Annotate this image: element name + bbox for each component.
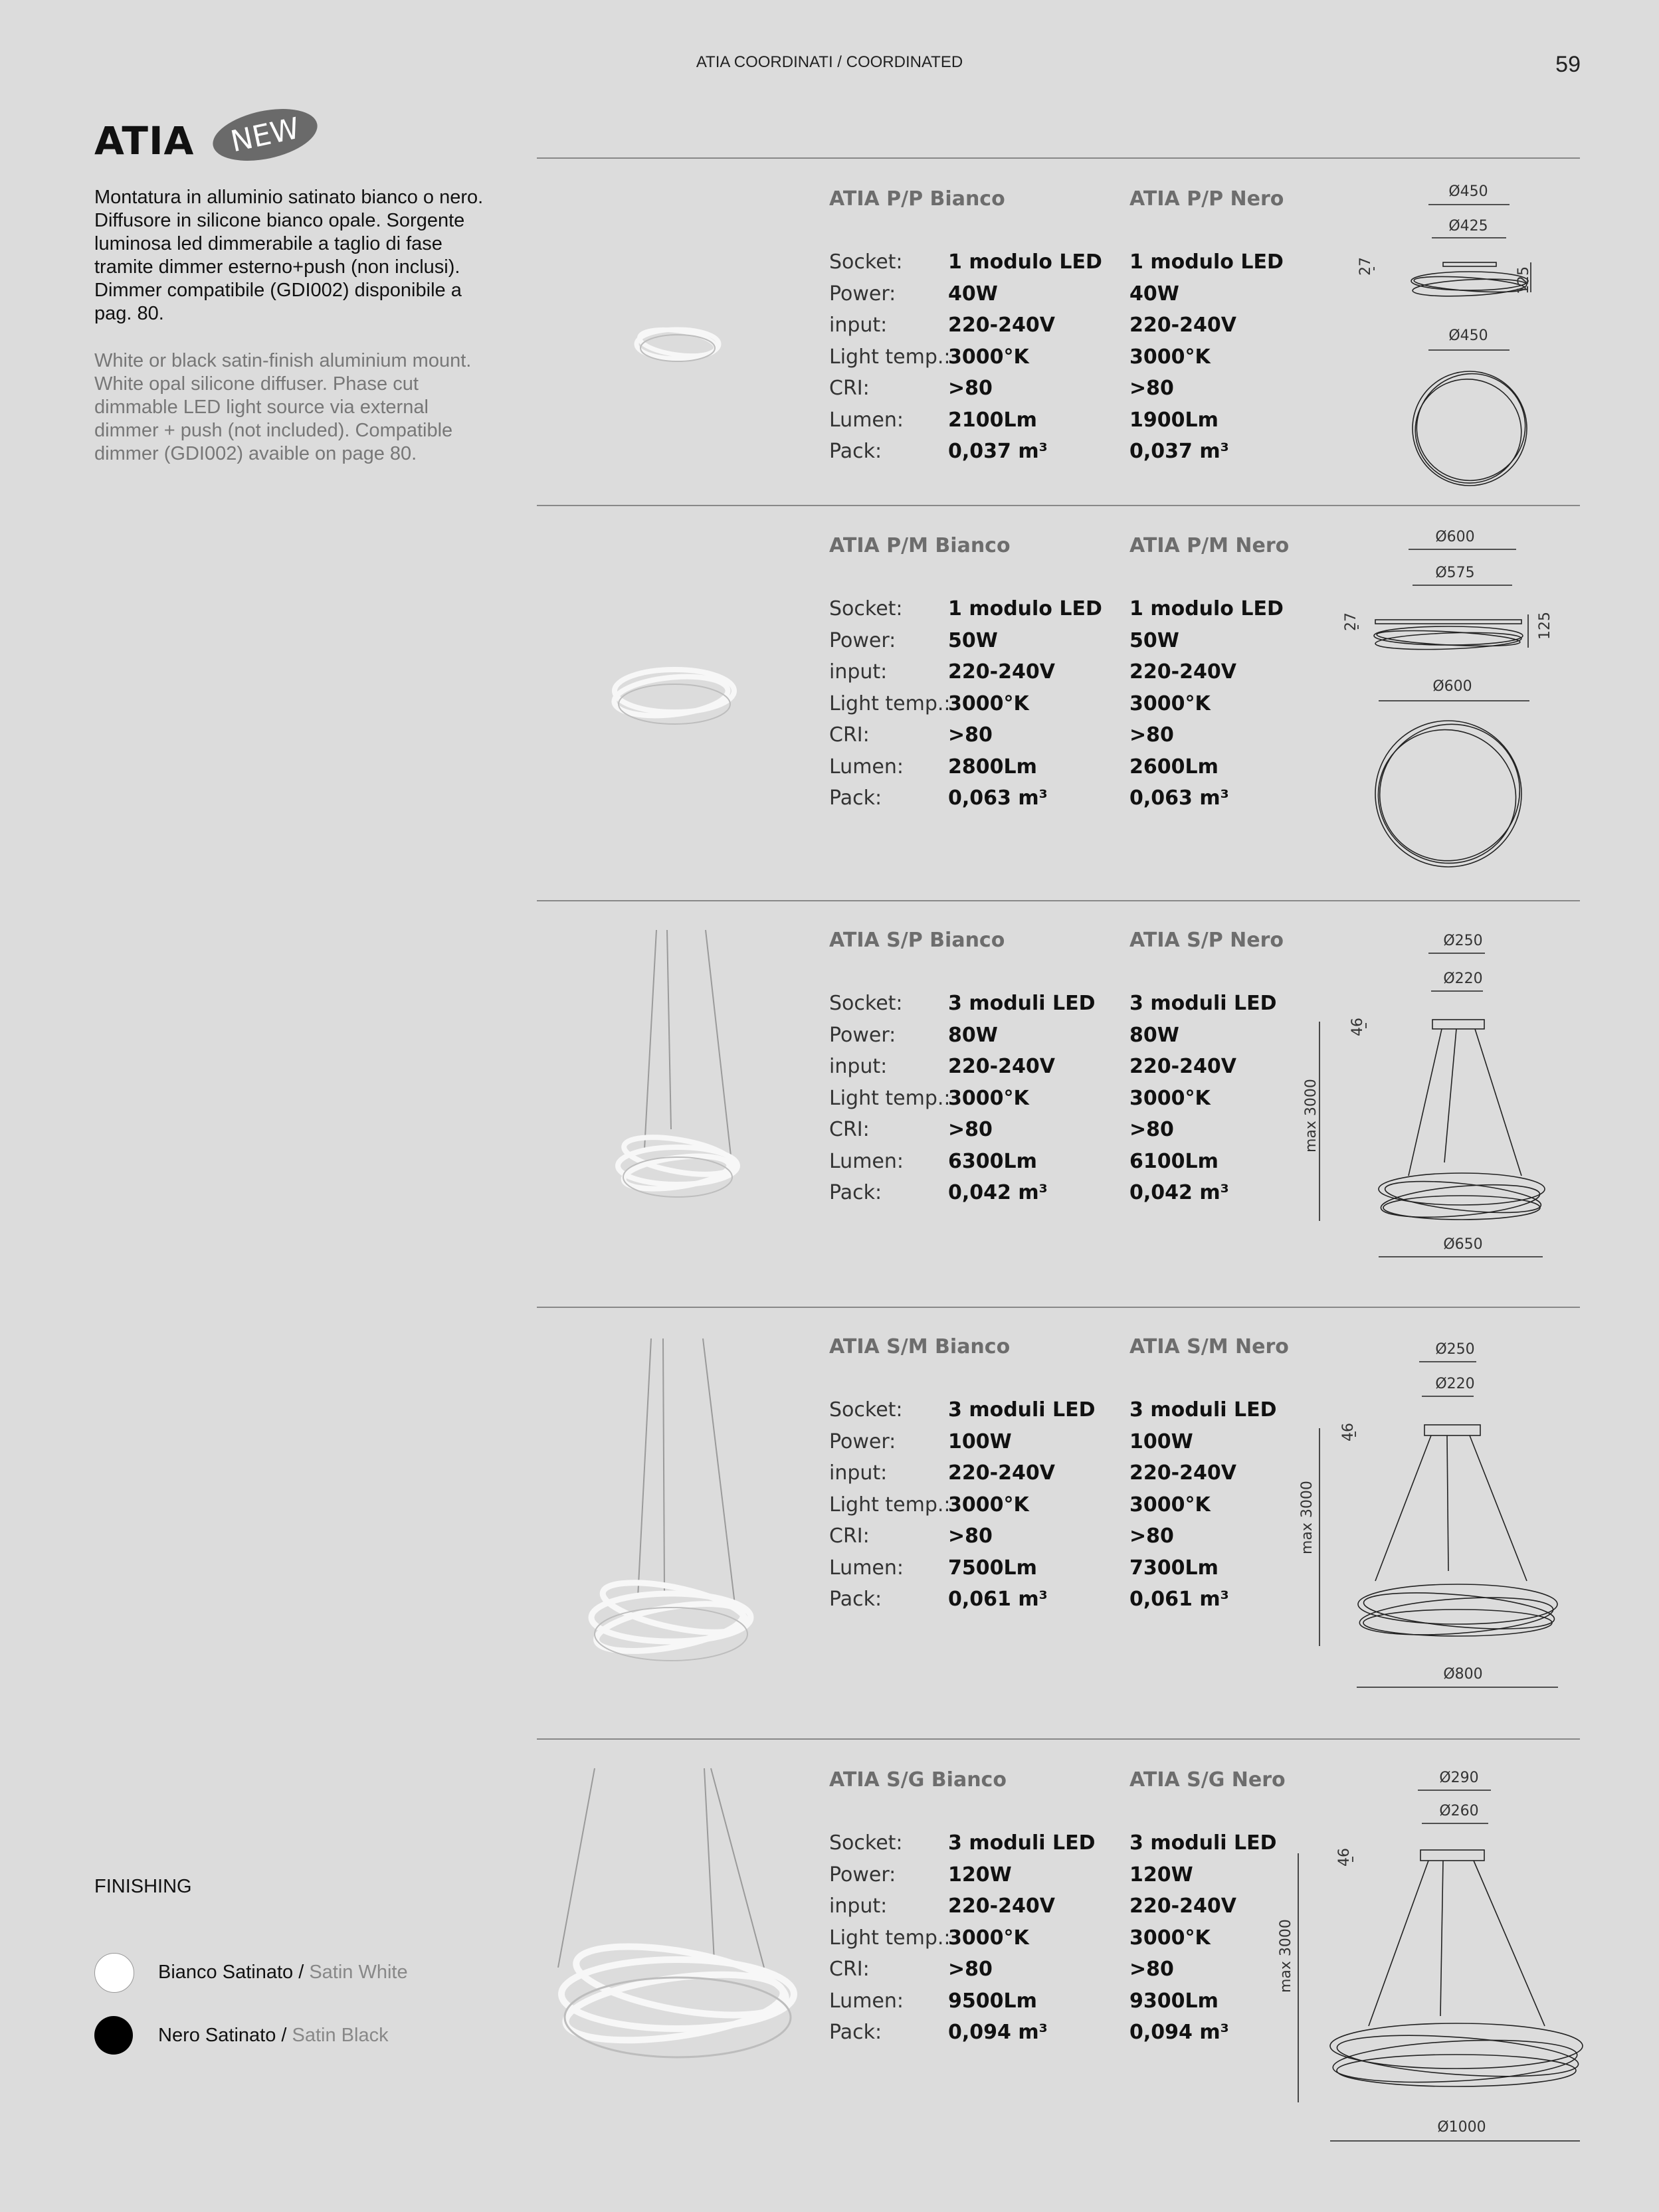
dim-canopy-height: 46 (1349, 1018, 1366, 1036)
page-number: 59 (1555, 52, 1581, 77)
technical-drawing-sp (1303, 923, 1561, 1275)
spec-value-bianco: 3 moduli LED (948, 992, 1096, 1015)
spec-value-nero: 3 moduli LED (1129, 1831, 1277, 1855)
product-photo-sm (571, 1338, 771, 1671)
spec-value-bianco: 2800Lm (948, 755, 1037, 779)
dim-total-height: 125 (1515, 266, 1532, 294)
product-name-nero: ATIA S/P Nero (1129, 929, 1284, 952)
spec-value-nero: 120W (1129, 1863, 1193, 1887)
dim-outer-diameter: Ø600 (1435, 529, 1475, 545)
spec-value-bianco: 120W (948, 1863, 1012, 1887)
spec-label: Pack: (829, 1181, 882, 1204)
spec-label: Pack: (829, 2021, 882, 2044)
dim-max-height: max 3000 (1303, 1079, 1319, 1152)
spec-value-bianco: 220-240V (948, 1461, 1055, 1485)
dim-height: 27 (1343, 612, 1359, 631)
spec-value-bianco: 3000°K (948, 1926, 1029, 1950)
dim-ring-diameter: Ø650 (1443, 1236, 1483, 1253)
spec-value-nero: 220-240V (1129, 660, 1236, 684)
spec-value-nero: 0,037 m³ (1129, 440, 1229, 463)
spec-label: Power: (829, 1429, 896, 1453)
spec-value-bianco: 2100Lm (948, 408, 1037, 432)
dim-ring-diameter: Ø800 (1443, 1666, 1483, 1683)
swatch-satin-black (94, 2016, 133, 2055)
spec-value-nero: 80W (1129, 1023, 1179, 1047)
spec-value-nero: 0,061 m³ (1129, 1588, 1229, 1611)
description-english: White or black satin-finish aluminium mount. White opal silicone diffuser. Phase cut dimmable LED light source via external dimmer + push (not included). Compatible dimmer (GDI002) avaible on page 80. (94, 350, 472, 464)
spec-value-nero: 0,094 m³ (1129, 2021, 1229, 2044)
spec-value-nero: 3000°K (1129, 691, 1211, 715)
spec-value-nero: 100W (1129, 1429, 1193, 1453)
product-family-title: ATIA (94, 118, 195, 163)
product-photo-sp (598, 930, 757, 1222)
spec-value-nero: 3000°K (1129, 1493, 1211, 1517)
product-name-nero: ATIA S/M Nero (1129, 1335, 1289, 1358)
spec-value-nero: 9300Lm (1129, 1989, 1219, 2013)
dim-canopy-height: 46 (1336, 1848, 1353, 1867)
spec-label: Power: (829, 628, 896, 652)
spec-value-nero: 0,063 m³ (1129, 786, 1229, 810)
finishing-black-en: Satin Black (292, 2025, 389, 2046)
spec-label: Lumen: (829, 1989, 904, 2013)
spec-value-nero: 40W (1129, 282, 1179, 306)
swatch-satin-white (94, 1953, 134, 1993)
spec-value-bianco: >80 (948, 377, 993, 400)
spec-label: Light temp.: (829, 1926, 951, 1950)
spec-value-bianco: 0,042 m³ (948, 1181, 1048, 1204)
spec-value-bianco: 220-240V (948, 1055, 1055, 1078)
spec-value-nero: 1 modulo LED (1129, 250, 1284, 274)
dim-max-height: max 3000 (1278, 1919, 1294, 1993)
product-photo-pm (591, 651, 757, 751)
product-name-nero: ATIA S/G Nero (1129, 1768, 1286, 1792)
finishing-white-en: Satin White (309, 1962, 408, 1983)
spec-value-nero: 3000°K (1129, 1926, 1211, 1950)
dim-canopy-inner-diameter: Ø220 (1443, 970, 1483, 987)
spec-value-nero: 220-240V (1129, 314, 1236, 337)
spec-label: Socket: (829, 1831, 903, 1855)
dim-max-height: max 3000 (1299, 1481, 1316, 1554)
spec-label: CRI: (829, 1118, 870, 1141)
spec-label: Light temp.: (829, 1493, 951, 1517)
dim-inner-diameter: Ø575 (1435, 565, 1475, 581)
spec-value-nero: 50W (1129, 628, 1179, 652)
dim-canopy-diameter: Ø250 (1435, 1341, 1475, 1358)
dim-canopy-diameter: Ø250 (1443, 933, 1483, 949)
spec-value-bianco: >80 (948, 1958, 993, 1981)
spec-label: Socket: (829, 1398, 903, 1422)
spec-label: Pack: (829, 1588, 882, 1611)
spec-value-nero: 220-240V (1129, 1894, 1236, 1918)
spec-value-bianco: >80 (948, 1118, 993, 1141)
spec-value-bianco: 9500Lm (948, 1989, 1037, 2013)
spec-label: Lumen: (829, 1556, 904, 1580)
dim-inner-diameter: Ø425 (1448, 218, 1488, 234)
spec-value-nero: >80 (1129, 1118, 1174, 1141)
header-brand: ATIA (696, 53, 730, 71)
spec-label: input: (829, 314, 888, 337)
description-italian: Montatura in alluminio satinato bianco o nero. Diffusore in silicone bianco opale. Sorgente luminosa led dimmerabile a taglio di fase tramite dimmer esterno+push (non inclusi). Dimmer compatibile (GDI002) disponibile a pag. 80. (94, 187, 484, 324)
spec-value-nero: 3000°K (1129, 1086, 1211, 1110)
dim-ring-diameter: Ø1000 (1437, 2119, 1486, 2136)
spec-value-bianco: 220-240V (948, 1894, 1055, 1918)
spec-label: CRI: (829, 377, 870, 400)
spec-value-bianco: 6300Lm (948, 1149, 1037, 1173)
spec-value-bianco: 1 modulo LED (948, 250, 1102, 274)
spec-value-bianco: 0,094 m³ (948, 2021, 1048, 2044)
product-name-bianco: ATIA S/M Bianco (829, 1335, 1011, 1358)
spec-value-nero: >80 (1129, 377, 1174, 400)
product-name-bianco: ATIA S/G Bianco (829, 1768, 1007, 1792)
section-divider (537, 1738, 1580, 1740)
dim-total-height: 125 (1537, 612, 1553, 640)
finishing-white-it: Bianco Satinato / (158, 1962, 304, 1983)
spec-value-bianco: 3000°K (948, 1086, 1029, 1110)
spec-value-bianco: 0,061 m³ (948, 1588, 1048, 1611)
spec-label: CRI: (829, 723, 870, 747)
spec-value-bianco: 50W (948, 628, 998, 652)
spec-value-nero: 1 modulo LED (1129, 597, 1284, 620)
spec-label: Pack: (829, 786, 882, 810)
spec-value-bianco: 3000°K (948, 1493, 1029, 1517)
spec-value-bianco: >80 (948, 1524, 993, 1548)
spec-label: Light temp.: (829, 691, 951, 715)
spec-value-bianco: 80W (948, 1023, 998, 1047)
spec-value-bianco: 7500Lm (948, 1556, 1037, 1580)
dim-canopy-inner-diameter: Ø260 (1439, 1803, 1479, 1819)
dim-plan-diameter: Ø450 (1448, 327, 1488, 344)
spec-label: input: (829, 1055, 888, 1078)
new-badge-text: NEW (227, 111, 303, 159)
spec-value-bianco: 3000°K (948, 691, 1029, 715)
section-divider (537, 900, 1580, 901)
spec-label: CRI: (829, 1524, 870, 1548)
spec-value-nero: 3 moduli LED (1129, 1398, 1277, 1422)
spec-value-bianco: >80 (948, 723, 993, 747)
product-name-bianco: ATIA P/M Bianco (829, 534, 1011, 557)
spec-value-nero: >80 (1129, 1958, 1174, 1981)
product-name-bianco: ATIA S/P Bianco (829, 929, 1005, 952)
spec-value-nero: 3 moduli LED (1129, 992, 1277, 1015)
spec-label: input: (829, 660, 888, 684)
spec-value-bianco: 3000°K (948, 345, 1029, 369)
spec-label: Power: (829, 1023, 896, 1047)
section-divider (537, 1307, 1580, 1308)
spec-label: Lumen: (829, 408, 904, 432)
technical-drawing-pm (1329, 521, 1561, 880)
spec-label: Lumen: (829, 755, 904, 779)
dim-plan-diameter: Ø600 (1432, 678, 1472, 695)
spec-label: Socket: (829, 597, 903, 620)
spec-value-nero: 0,042 m³ (1129, 1181, 1229, 1204)
spec-value-nero: >80 (1129, 723, 1174, 747)
product-photo-pp (611, 306, 744, 385)
spec-label: Socket: (829, 250, 903, 274)
spec-value-nero: 220-240V (1129, 1461, 1236, 1485)
dim-height: 27 (1357, 257, 1374, 276)
spec-value-nero: 6100Lm (1129, 1149, 1219, 1173)
spec-value-nero: 1900Lm (1129, 408, 1219, 432)
spec-value-nero: 2600Lm (1129, 755, 1219, 779)
dim-canopy-height: 46 (1340, 1423, 1357, 1441)
dim-canopy-diameter: Ø290 (1439, 1770, 1479, 1786)
section-divider (537, 157, 1580, 159)
product-photo-sg (545, 1768, 811, 2100)
spec-value-nero: 220-240V (1129, 1055, 1236, 1078)
spec-value-bianco: 220-240V (948, 660, 1055, 684)
spec-value-bianco: 220-240V (948, 314, 1055, 337)
product-name-nero: ATIA P/M Nero (1129, 534, 1290, 557)
spec-value-bianco: 100W (948, 1429, 1012, 1453)
spec-label: Power: (829, 282, 896, 306)
new-badge (210, 106, 320, 163)
technical-drawing-pp (1342, 176, 1561, 495)
spec-label: input: (829, 1894, 888, 1918)
technical-drawing-sg (1262, 1764, 1575, 2182)
technical-drawing-sm (1289, 1332, 1561, 1704)
header-section: COORDINATI / COORDINATED (733, 53, 963, 71)
finishing-white-label (158, 1962, 408, 1983)
spec-value-nero: >80 (1129, 1524, 1174, 1548)
spec-label: Pack: (829, 440, 882, 463)
spec-label: Light temp.: (829, 1086, 951, 1110)
spec-value-bianco: 1 modulo LED (948, 597, 1102, 620)
spec-label: CRI: (829, 1958, 870, 1981)
spec-value-nero: 3000°K (1129, 345, 1211, 369)
dim-outer-diameter: Ø450 (1448, 183, 1488, 200)
spec-value-bianco: 3 moduli LED (948, 1398, 1096, 1422)
spec-value-nero: 7300Lm (1129, 1556, 1219, 1580)
finishing-title: FINISHING (94, 1876, 192, 1897)
finishing-black-it: Nero Satinato / (158, 2025, 287, 2046)
spec-label: Socket: (829, 992, 903, 1015)
spec-value-bianco: 40W (948, 282, 998, 306)
dim-canopy-inner-diameter: Ø220 (1435, 1376, 1475, 1392)
spec-value-bianco: 0,063 m³ (948, 786, 1048, 810)
spec-value-bianco: 0,037 m³ (948, 440, 1048, 463)
spec-label: input: (829, 1461, 888, 1485)
product-name-nero: ATIA P/P Nero (1129, 187, 1284, 211)
finishing-black-label (158, 2025, 389, 2047)
running-header (0, 53, 1659, 72)
product-name-bianco: ATIA P/P Bianco (829, 187, 1005, 211)
spec-label: Light temp.: (829, 345, 951, 369)
spec-label: Power: (829, 1863, 896, 1887)
spec-value-bianco: 3 moduli LED (948, 1831, 1096, 1855)
section-divider (537, 505, 1580, 506)
spec-label: Lumen: (829, 1149, 904, 1173)
